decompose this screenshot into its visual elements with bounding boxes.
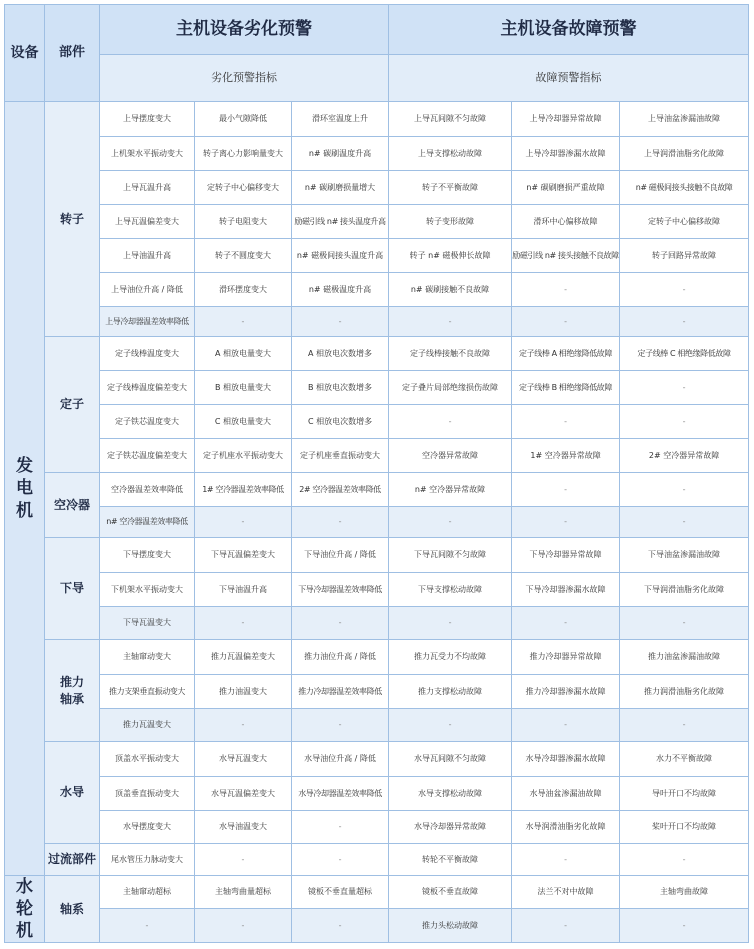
table-row — [5, 307, 749, 337]
part-cell: 水导 — [45, 742, 100, 844]
table-row — [5, 405, 749, 439]
degradation-indicator-cell: 下导油温升高 — [195, 573, 292, 607]
table-row — [5, 507, 749, 538]
table-row — [5, 538, 749, 573]
part-cell: 推力轴承 — [45, 640, 100, 742]
fault-indicator-cell: 下导油盆渗漏油故障 — [620, 538, 749, 573]
degradation-indicator-cell: - — [195, 709, 292, 742]
degradation-indicator-cell: 定子机座垂直振动变大 — [292, 439, 389, 473]
fault-indicator-cell: 推力润滑油脂劣化故障 — [620, 675, 749, 709]
fault-indicator-cell: 1# 空冷器异常故障 — [512, 439, 620, 473]
fault-indicator-cell: - — [389, 709, 512, 742]
table-row — [5, 640, 749, 675]
degradation-indicator-cell: - — [195, 607, 292, 640]
table-row — [5, 811, 749, 844]
fault-indicator-cell: 转子 n# 磁极伸长故障 — [389, 239, 512, 273]
table-row — [5, 675, 749, 709]
degradation-indicator-cell: 空冷器温差效率降低 — [100, 473, 195, 507]
degradation-indicator-cell: 上导油位升高 / 降低 — [100, 273, 195, 307]
degradation-indicator-cell: 转子离心力影响量变大 — [195, 137, 292, 171]
degradation-indicator-cell: 励磁引线 n# 接头温度升高 — [292, 205, 389, 239]
degradation-indicator-cell: - — [292, 507, 389, 538]
fault-indicator-cell: 上导润滑油脂劣化故障 — [620, 137, 749, 171]
table-row — [5, 239, 749, 273]
fault-indicator-cell: 镜板不垂直故障 — [389, 876, 512, 909]
degradation-indicator-cell: 顶盖水平振动变大 — [100, 742, 195, 777]
fault-indicator-cell: - — [512, 607, 620, 640]
degradation-indicator-cell: 定子机座水平振动变大 — [195, 439, 292, 473]
fault-indicator-cell: n# 磁极间接头接触不良故障 — [620, 171, 749, 205]
degradation-title: 主机设备劣化预警 — [100, 5, 389, 55]
fault-indicator-cell: 转子不平衡故障 — [389, 171, 512, 205]
degradation-indicator-cell: 滑环摆度变大 — [195, 273, 292, 307]
degradation-indicator-cell: 水导瓦温变大 — [195, 742, 292, 777]
fault-indicator-cell: - — [620, 273, 749, 307]
degradation-indicator-cell: 上导摆度变大 — [100, 102, 195, 137]
fault-indicator-cell: n# 空冷器异常故障 — [389, 473, 512, 507]
fault-indicator-cell: - — [620, 371, 749, 405]
degradation-indicator-cell: 推力油位升高 / 降低 — [292, 640, 389, 675]
fault-indicator-cell: - — [512, 507, 620, 538]
fault-indicator-cell: - — [620, 307, 749, 337]
degradation-indicator-cell: 镜板不垂直量超标 — [292, 876, 389, 909]
degradation-indicator-cell: - — [195, 909, 292, 943]
degradation-indicator-cell: 上导冷却器温差效率降低 — [100, 307, 195, 337]
degradation-indicator-cell: 上导油温升高 — [100, 239, 195, 273]
fault-indicator-cell: - — [389, 405, 512, 439]
table-row — [5, 171, 749, 205]
degradation-indicator-cell: 定子铁芯温度变大 — [100, 405, 195, 439]
fault-indicator-cell: 推力支撑松动故障 — [389, 675, 512, 709]
table-row — [5, 273, 749, 307]
fault-indicator-cell: 推力油盆渗漏油故障 — [620, 640, 749, 675]
degradation-indicator-cell: C 相放电量变大 — [195, 405, 292, 439]
degradation-indicator-cell: n# 碳刷温度升高 — [292, 137, 389, 171]
table-row — [5, 371, 749, 405]
fault-indicator-cell: 法兰不对中故障 — [512, 876, 620, 909]
degradation-indicator-cell: 顶盖垂直振动变大 — [100, 777, 195, 811]
table-row — [5, 137, 749, 171]
degradation-indicator-cell: 最小气隙降低 — [195, 102, 292, 137]
table-row — [5, 205, 749, 239]
degradation-indicator-cell: B 相放电量变大 — [195, 371, 292, 405]
table-row — [5, 439, 749, 473]
fault-indicator-cell: 推力冷却器渗漏水故障 — [512, 675, 620, 709]
fault-indicator-cell: 滑环中心偏移故障 — [512, 205, 620, 239]
fault-indicator-cell: 水导冷却器渗漏水故障 — [512, 742, 620, 777]
degradation-indicator-cell: A 相放电次数增多 — [292, 337, 389, 371]
degradation-indicator-cell: - — [195, 844, 292, 876]
degradation-indicator-cell: C 相放电次数增多 — [292, 405, 389, 439]
degradation-indicator-cell: B 相放电次数增多 — [292, 371, 389, 405]
table-row — [5, 909, 749, 943]
fault-subheader: 故障预警指标 — [389, 55, 749, 102]
fault-indicator-cell: n# 碳刷接触不良故障 — [389, 273, 512, 307]
fault-indicator-cell: 定转子中心偏移故障 — [620, 205, 749, 239]
equipment-header: 设备 — [5, 5, 45, 102]
fault-indicator-cell: 水导瓦间隙不匀故障 — [389, 742, 512, 777]
fault-indicator-cell: 定子线棒 C 相绝缘降低故障 — [620, 337, 749, 371]
fault-indicator-cell: - — [620, 607, 749, 640]
fault-indicator-cell: 推力头松动故障 — [389, 909, 512, 943]
fault-indicator-cell: - — [512, 405, 620, 439]
fault-indicator-cell: 下导瓦间隙不匀故障 — [389, 538, 512, 573]
fault-indicator-cell: 上导支撑松动故障 — [389, 137, 512, 171]
fault-indicator-cell: 水导润滑油脂劣化故障 — [512, 811, 620, 844]
part-cell: 下导 — [45, 538, 100, 640]
table-row — [5, 337, 749, 371]
fault-indicator-cell: - — [620, 844, 749, 876]
part-cell: 过流部件 — [45, 844, 100, 876]
degradation-indicator-cell: 定子线棒温度偏差变大 — [100, 371, 195, 405]
degradation-indicator-cell: - — [100, 909, 195, 943]
degradation-indicator-cell: 转子不圆度变大 — [195, 239, 292, 273]
fault-indicator-cell: 上导瓦间隙不匀故障 — [389, 102, 512, 137]
fault-indicator-cell: - — [389, 307, 512, 337]
fault-indicator-cell: - — [620, 473, 749, 507]
fault-indicator-cell: - — [512, 273, 620, 307]
fault-indicator-cell: n# 碳刷磨损严重故障 — [512, 171, 620, 205]
degradation-indicator-cell: 定子线棒温度变大 — [100, 337, 195, 371]
fault-indicator-cell: - — [512, 473, 620, 507]
degradation-indicator-cell: n# 磁极温度升高 — [292, 273, 389, 307]
table-row — [5, 876, 749, 909]
fault-title: 主机设备故障预警 — [389, 5, 749, 55]
table-row — [5, 473, 749, 507]
degradation-indicator-cell: 下导冷却器温差效率降低 — [292, 573, 389, 607]
degradation-indicator-cell: 主轴窜动变大 — [100, 640, 195, 675]
table-row — [5, 573, 749, 607]
equipment-cell: 发 电 机 — [5, 102, 45, 876]
fault-indicator-cell: 导叶开口不均故障 — [620, 777, 749, 811]
fault-indicator-cell: 上导冷却器渗漏水故障 — [512, 137, 620, 171]
fault-indicator-cell: 水导冷却器异常故障 — [389, 811, 512, 844]
table-row — [5, 777, 749, 811]
degradation-indicator-cell: 水导摆度变大 — [100, 811, 195, 844]
table-row — [5, 709, 749, 742]
degradation-indicator-cell: n# 磁极间接头温度升高 — [292, 239, 389, 273]
degradation-indicator-cell: - — [195, 307, 292, 337]
degradation-indicator-cell: 转子电阻变大 — [195, 205, 292, 239]
degradation-indicator-cell: 推力支架垂直振动变大 — [100, 675, 195, 709]
fault-indicator-cell: 推力冷却器异常故障 — [512, 640, 620, 675]
degradation-indicator-cell: - — [292, 811, 389, 844]
degradation-indicator-cell: - — [292, 909, 389, 943]
equipment-cell: 水 轮 机 — [5, 876, 45, 943]
fault-indicator-cell: 转子回路异常故障 — [620, 239, 749, 273]
degradation-indicator-cell: A 相放电量变大 — [195, 337, 292, 371]
fault-indicator-cell: 桨叶开口不均故障 — [620, 811, 749, 844]
degradation-indicator-cell: 推力油温变大 — [195, 675, 292, 709]
fault-indicator-cell: 推力瓦受力不均故障 — [389, 640, 512, 675]
fault-indicator-cell: 转轮不平衡故障 — [389, 844, 512, 876]
fault-indicator-cell: - — [512, 307, 620, 337]
degradation-indicator-cell: 上导瓦温偏差变大 — [100, 205, 195, 239]
degradation-indicator-cell: 2# 空冷器温差效率降低 — [292, 473, 389, 507]
degradation-indicator-cell: 尾水管压力脉动变大 — [100, 844, 195, 876]
fault-indicator-cell: 定子线棒 B 相绝缘降低故障 — [512, 371, 620, 405]
fault-indicator-cell: 下导冷却器渗漏水故障 — [512, 573, 620, 607]
fault-indicator-cell: 水导油盆渗漏油故障 — [512, 777, 620, 811]
fault-indicator-cell: - — [620, 507, 749, 538]
fault-indicator-cell: 上导冷却器异常故障 — [512, 102, 620, 137]
fault-indicator-cell: 空冷器异常故障 — [389, 439, 512, 473]
fault-indicator-cell: 2# 空冷器异常故障 — [620, 439, 749, 473]
degradation-indicator-cell: 主轴弯曲量超标 — [195, 876, 292, 909]
fault-indicator-cell: 定子线棒 A 相绝缘降低故障 — [512, 337, 620, 371]
fault-indicator-cell: - — [512, 909, 620, 943]
warning-table — [4, 4, 749, 943]
degradation-indicator-cell: - — [292, 844, 389, 876]
degradation-indicator-cell: - — [195, 507, 292, 538]
fault-indicator-cell: 水导支撑松动故障 — [389, 777, 512, 811]
part-cell: 轴系 — [45, 876, 100, 943]
degradation-indicator-cell: 定转子中心偏移变大 — [195, 171, 292, 205]
fault-indicator-cell: 上导油盆渗漏油故障 — [620, 102, 749, 137]
table-row — [5, 102, 749, 137]
degradation-indicator-cell: 滑环室温度上升 — [292, 102, 389, 137]
part-cell: 定子 — [45, 337, 100, 473]
fault-indicator-cell: - — [620, 405, 749, 439]
degradation-indicator-cell: n# 碳刷磨损量增大 — [292, 171, 389, 205]
degradation-indicator-cell: 水导冷却器温差效率降低 — [292, 777, 389, 811]
degradation-indicator-cell: - — [292, 607, 389, 640]
degradation-indicator-cell: 推力瓦温变大 — [100, 709, 195, 742]
degradation-indicator-cell: 主轴窜动超标 — [100, 876, 195, 909]
degradation-indicator-cell: 下导油位升高 / 降低 — [292, 538, 389, 573]
fault-indicator-cell: 下导润滑油脂劣化故障 — [620, 573, 749, 607]
fault-indicator-cell: 定子叠片局部绝缘损伤故障 — [389, 371, 512, 405]
degradation-indicator-cell: 上导瓦温升高 — [100, 171, 195, 205]
fault-indicator-cell: 定子线棒接触不良故障 — [389, 337, 512, 371]
fault-indicator-cell: 下导支撑松动故障 — [389, 573, 512, 607]
degradation-indicator-cell: 1# 空冷器温差效率降低 — [195, 473, 292, 507]
fault-indicator-cell: - — [620, 909, 749, 943]
fault-indicator-cell: 下导冷却器异常故障 — [512, 538, 620, 573]
table-row — [5, 844, 749, 876]
fault-indicator-cell: - — [512, 844, 620, 876]
fault-indicator-cell: - — [389, 507, 512, 538]
degradation-indicator-cell: 水导油温变大 — [195, 811, 292, 844]
degradation-indicator-cell: 水导瓦温偏差变大 — [195, 777, 292, 811]
fault-indicator-cell: - — [389, 607, 512, 640]
degradation-indicator-cell: 下机架水平振动变大 — [100, 573, 195, 607]
fault-indicator-cell: - — [620, 709, 749, 742]
degradation-indicator-cell: 定子铁芯温度偏差变大 — [100, 439, 195, 473]
degradation-indicator-cell: 推力瓦温偏差变大 — [195, 640, 292, 675]
fault-indicator-cell: 转子变形故障 — [389, 205, 512, 239]
part-cell: 空冷器 — [45, 473, 100, 538]
degradation-indicator-cell: 水导油位升高 / 降低 — [292, 742, 389, 777]
degradation-indicator-cell: - — [292, 709, 389, 742]
degradation-indicator-cell: 下导摆度变大 — [100, 538, 195, 573]
degradation-indicator-cell: 上机架水平振动变大 — [100, 137, 195, 171]
degradation-indicator-cell: 下导瓦温变大 — [100, 607, 195, 640]
degradation-indicator-cell: 推力冷却器温差效率降低 — [292, 675, 389, 709]
fault-indicator-cell: 主轴弯曲故障 — [620, 876, 749, 909]
degradation-indicator-cell: - — [292, 307, 389, 337]
part-header: 部件 — [45, 5, 100, 102]
degradation-indicator-cell: n# 空冷器温差效率降低 — [100, 507, 195, 538]
table-row — [5, 607, 749, 640]
fault-indicator-cell: 励磁引线 n# 接头接触不良故障 — [512, 239, 620, 273]
degradation-indicator-cell: 下导瓦温偏差变大 — [195, 538, 292, 573]
fault-indicator-cell: 水力不平衡故障 — [620, 742, 749, 777]
fault-indicator-cell: - — [512, 709, 620, 742]
part-cell: 转子 — [45, 102, 100, 337]
degradation-subheader: 劣化预警指标 — [100, 55, 389, 102]
table-row — [5, 742, 749, 777]
